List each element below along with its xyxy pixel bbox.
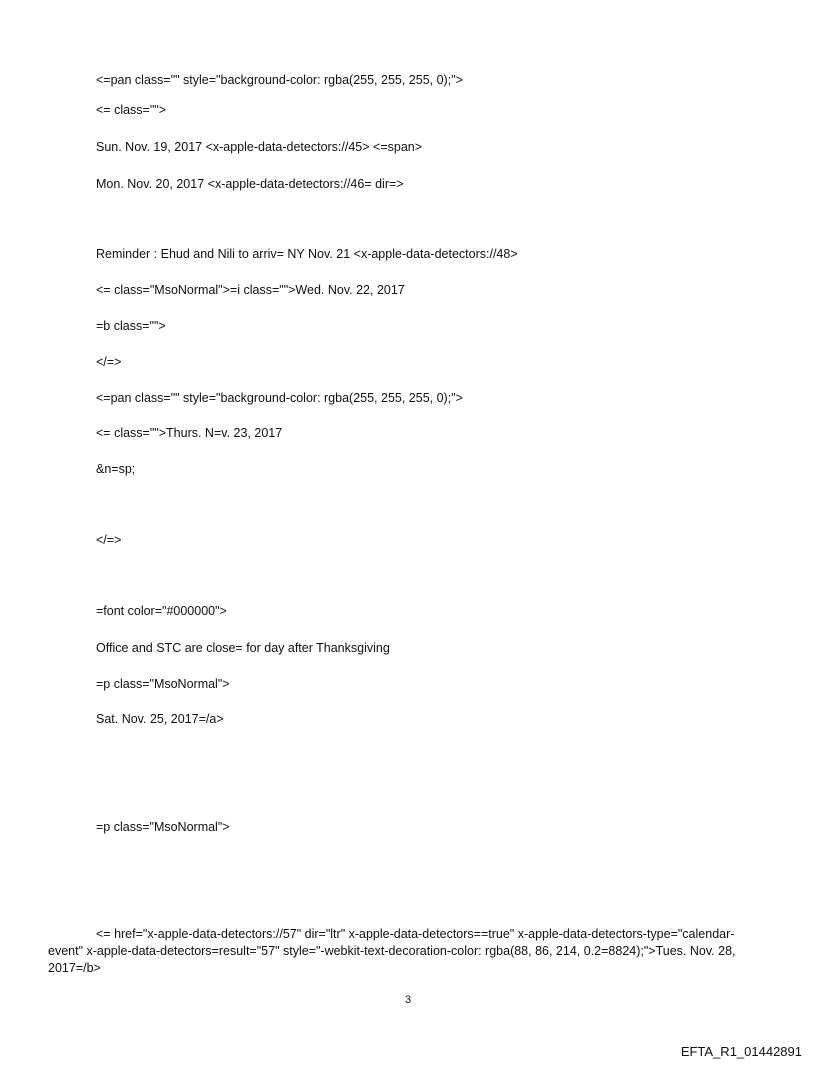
text-line: </=> [96, 355, 122, 369]
text-line: &n=sp; [96, 462, 136, 476]
text-line: <= class=""> [96, 103, 167, 117]
text-line: <=pan class="" style="background-color: rgba(255, 255, 255, 0);"> [96, 391, 463, 405]
text-line: Office and STC are close= for day after Thanksgiving [96, 641, 390, 655]
text-line: =b class=""> [96, 319, 166, 333]
final-paragraph: <= href="x-apple-data-detectors://57" dir="ltr" x-apple-data-detectors==true" x-apple-data-detectors-type="calendar-event" x-apple-data-detectors=result="57" style="-webkit-text-decoration-color: rgba(88, 86, 214, 0.2=8824);">Tues. Nov. 28, 2017=/b> [48, 927, 736, 975]
text-line: </=> [96, 533, 122, 547]
text-line: =font color="#000000"> [96, 604, 227, 618]
text-line: <=pan class="" style="background-color: rgba(255, 255, 255, 0);"> [96, 73, 463, 87]
text-line: =p class="MsoNormal"> [96, 820, 230, 834]
document-id: EFTA_R1_01442891 [680, 1044, 802, 1059]
text-line: Sat. Nov. 25, 2017=/a> [96, 712, 224, 726]
text-line: Sun. Nov. 19, 2017 <x-apple-data-detectors://45> <=span> [96, 140, 423, 154]
page-number: 3 [404, 994, 412, 1006]
text-line: =p class="MsoNormal"> [96, 677, 230, 691]
text-line: <= class="">Thurs. N=v. 23, 2017 [96, 426, 283, 440]
text-line: <= class="MsoNormal">=i class="">Wed. Nov. 22, 2017 [96, 283, 405, 297]
text-line: Mon. Nov. 20, 2017 <x-apple-data-detectors://46= dir=> [96, 177, 404, 191]
text-line: Reminder : Ehud and Nili to arriv= NY Nov. 21 <x-apple-data-detectors://48> [96, 247, 518, 261]
